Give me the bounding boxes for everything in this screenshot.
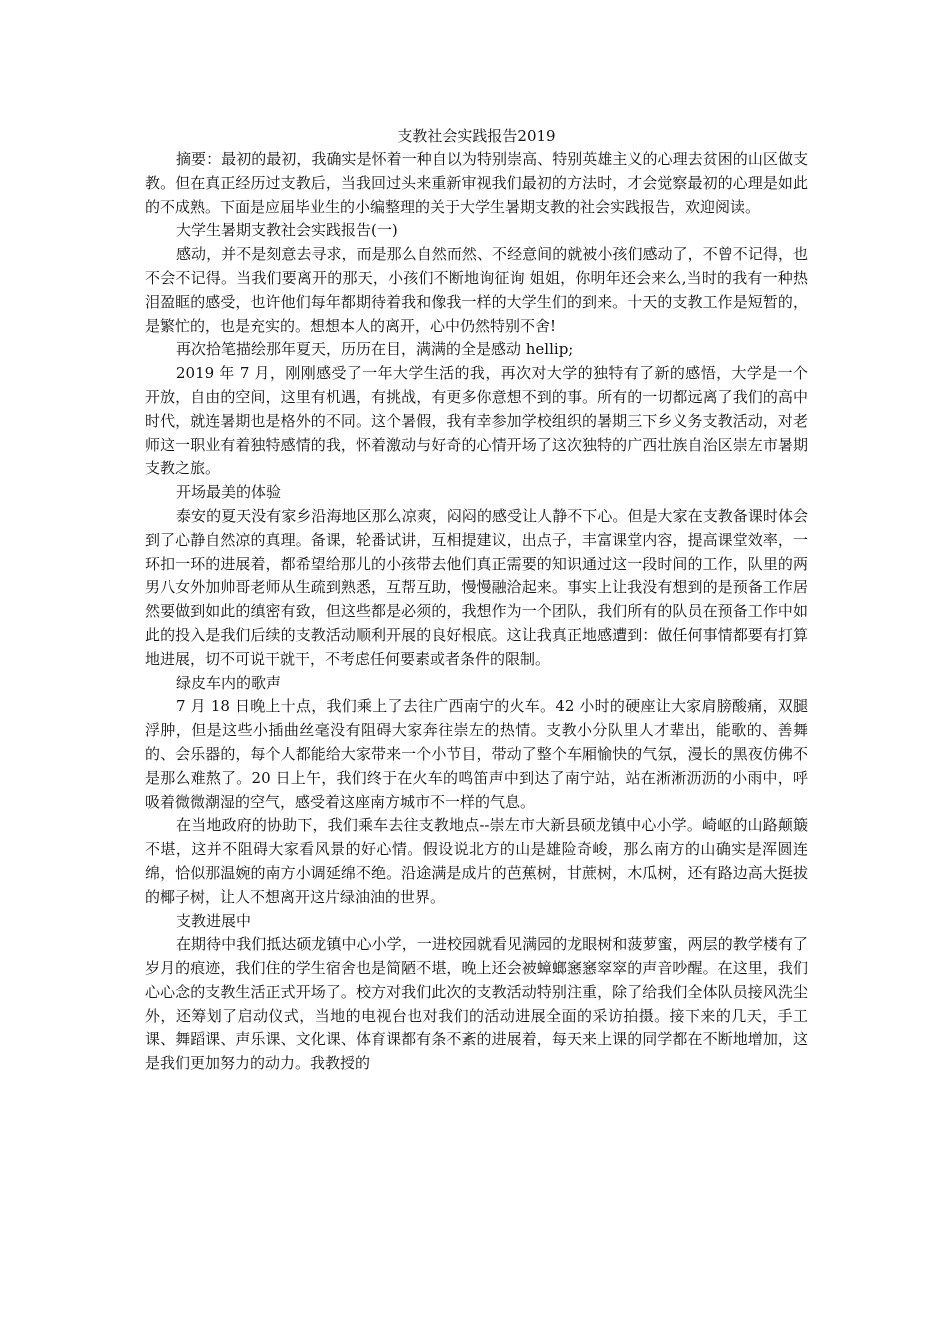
section-heading: 大学生暑期支教社会实践报告(一) xyxy=(176,221,398,240)
body-paragraph: 感动，并不是刻意去寻求，而是那么自然而然、不经意间的就被小孩们感动了，不曾不记得，也不会不记得。当我们要离开的那天，小孩们不断地询征询 姐姐，你明年还会来么,当时的我有一种热泪盈眶的感受，也许他们每年都期待着我和像我一样的大学生们的到来。十天的支教工作是短暂的，是繁忙的，也是充实的。想想本人的离开，心中仍然特别不舍! xyxy=(145,245,808,335)
document-page xyxy=(145,125,808,1076)
section-heading: 绿皮车内的歌声 xyxy=(176,673,282,692)
body-paragraph: 泰安的夏天没有家乡沿海地区那么凉爽，闷闷的感受让人静不下心。但是大家在支教备课时体会到了心静自然凉的真理。备课，轮番试讲，互相提建议，出点子，丰富课堂内容，提高课堂效率，一环扣一环的进展着，都希望给那儿的小孩带去他们真正需要的知识通过这一段时间的工作，队里的两男八女外加帅哥老师从生疏到熟悉，互帮互助，慢慢融洽起来。事实上让我没有想到的是预备工作居然要做到如此的缜密有致，但这些都是必须的，我想作为一个团队，我们所有的队员在预备工作中如此的投入是我们后续的支教活动顺利开展的良好根底。这让我真正地感遭到：做任何事情都要有打算地进展，切不可说干就干，不考虑任何要素或者条件的限制。 xyxy=(145,506,808,668)
body-paragraph: 在当地政府的协助下，我们乘车去往支教地点--崇左市大新县硕龙镇中心小学。崎岖的山路颠簸不堪，这并不阻碍大家看风景的好心情。假设说北方的山是雄险奇峻，那么南方的山确实是浑圆连绵，恰似那温婉的南方小调延绵不绝。沿途满是成片的芭蕉树，甘蔗树，木瓜树，还有路边高大挺拔的椰子树，让人不想离开这片绿油油的世界。 xyxy=(145,816,808,906)
body-paragraph: 在期待中我们抵达硕龙镇中心小学，一进校园就看见满园的龙眼树和菠萝蜜，两层的教学楼有了岁月的痕迹，我们住的学生宿舍也是简陋不堪，晚上还会被蟑螂窸窸窣窣的声音吵醒。在这里，我们心心念的支教生活正式开场了。校方对我们此次的支教活动特别注重，除了给我们全体队员接风洗尘外，还筹划了启动仪式，当地的电视台也对我们的活动进展全面的采访拍摄。接下来的几天，手工课、舞蹈课、声乐课、文化课、体育课都有条不紊的进展着，每天来上课的同学都在不断地增加，这是我们更加努力的动力。我教授的 xyxy=(145,935,808,1073)
body-paragraph: 再次拾笔描绘那年夏天，历历在目，满满的全是感动 hellip; xyxy=(176,340,574,359)
section-heading: 支教进展中 xyxy=(176,911,252,930)
document-title: 支教社会实践报告2019 xyxy=(397,127,556,145)
section-heading: 开场最美的体验 xyxy=(176,483,282,502)
body-paragraph: 2019 年 7 月，刚刚感受了一年大学生活的我，再次对大学的独特有了新的感悟，大学是一个开放，自由的空间，这里有机遇，有挑战，有更多你意想不到的事。所有的一切都远离了我们的高中时代，就连暑期也是格外的不同。这个暑假，我有幸参加学校组织的暑期三下乡义务支教活动，对老师这一职业有着独特感情的我，怀着激动与好奇的心情开场了这次独特的广西壮族自治区崇左市暑期支教之旅。 xyxy=(145,364,808,478)
body-paragraph: 7 月 18 日晚上十点，我们乘上了去往广西南宁的火车。42 小时的硬座让大家肩膀酸痛，双腿浮肿，但是这些小插曲丝毫没有阻碍大家奔往崇左的热情。支教小分队里人才辈出，能歌的、善舞的、会乐器的，每个人都能给大家带来一个小节目，带动了整个车厢愉快的气氛，漫长的黑夜仿佛不是那么难熬了。20 日上午，我们终于在火车的鸣笛声中到达了南宁站，站在淅淅沥沥的小雨中，呼吸着微微潮湿的空气，感受着这座南方城市不一样的气息。 xyxy=(145,697,808,811)
abstract-paragraph: 摘要：最初的最初，我确实是怀着一种自以为特别崇高、特别英雄主义的心理去贫困的山区做支教。但在真正经历过支教后，当我回过头来重新审视我们最初的方法时，才会觉察最初的心理是如此的不成熟。下面是应届毕业生的小编整理的关于大学生暑期支教的社会实践报告，欢迎阅读。 xyxy=(145,150,808,216)
